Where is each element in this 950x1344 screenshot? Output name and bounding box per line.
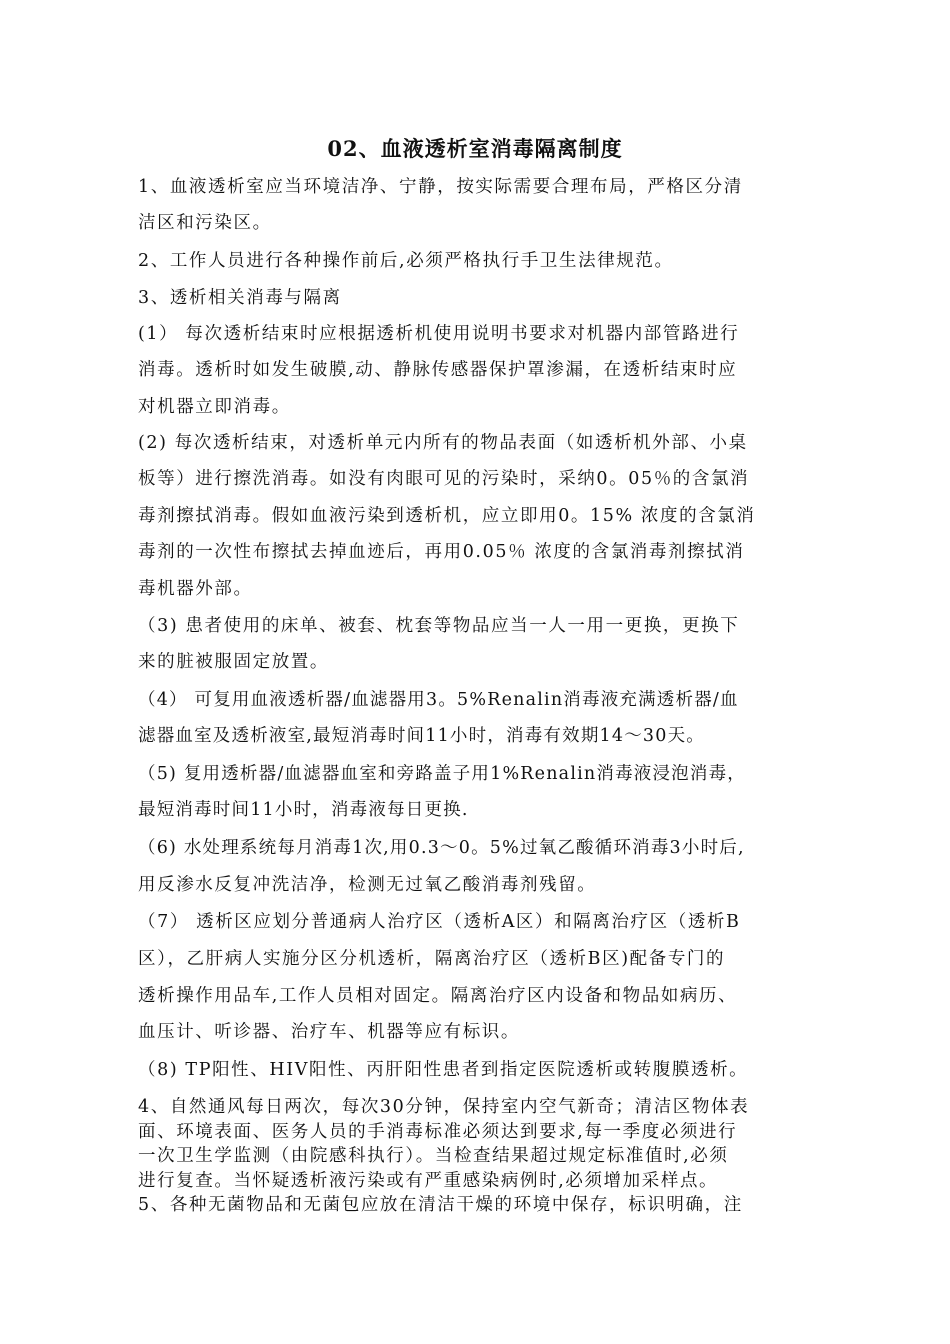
text-line: (1） 每次透析结束时应根据透析机使用说明书要求对机器内部管路进行 [138, 324, 740, 344]
text-line: （7） 透析区应划分普通病人治疗区（透析A区）和隔离治疗区（透析B [138, 912, 741, 932]
text-line: 毒剂擦拭消毒。假如血液污染到透析机，应立即用0。15% 浓度的含氯消 [138, 506, 756, 526]
text-line: （3) 患者使用的床单、被套、枕套等物品应当一人一用一更换，更换下 [138, 616, 740, 636]
text-line: 最短消毒时间11小时，消毒液每日更换. [138, 800, 469, 820]
text-line: 透析操作用品车,工作人员相对固定。隔离治疗区内设备和物品如病历、 [138, 986, 738, 1006]
text-line: 来的脏被服固定放置。 [138, 652, 329, 672]
text-line: 进行复查。当怀疑透析液污染或有严重感染病例时,必须增加采样点。 [138, 1171, 719, 1191]
text-line: 板等）进行擦洗消毒。如没有肉眼可见的污染时，采纳0。05％的含氯消 [138, 469, 750, 489]
text-line: 洁区和污染区。 [138, 213, 272, 233]
text-line: （4） 可复用血液透析器/血滤器用3。5%Renalin消毒液充满透析器/血 [138, 690, 739, 710]
text-line: 1、血液透析室应当环境洁净、宁静，按实际需要合理布局，严格区分清 [138, 177, 743, 197]
text-line: 毒机器外部。 [138, 579, 253, 599]
text-line: 对机器立即消毒。 [138, 397, 291, 417]
text-line: 毒剂的一次性布擦拭去掉血迹后，再用0.05％ 浓度的含氯消毒剂擦拭消 [138, 542, 745, 562]
text-line: 3、透析相关消毒与隔离 [138, 288, 342, 308]
text-line: 消毒。透析时如发生破膜,动、静脉传感器保护罩渗漏，在透析结束时应 [138, 360, 738, 380]
text-line: 血压计、听诊器、治疗车、机器等应有标识。 [138, 1022, 520, 1042]
text-line: 滤器血室及透析液室,最短消毒时间11小时，消毒有效期14～30天。 [138, 726, 705, 746]
text-line: （6) 水处理系统每月消毒1次,用0.3～0。5%过氧乙酸循环消毒3小时后, [138, 838, 745, 858]
text-line: 区），乙肝病人实施分区分机透析，隔离治疗区（透析B区)配备专门的 [138, 949, 726, 969]
text-line: 4、自然通风每日两次，每次30分钟，保持室内空气新奇；清洁区物体表 [138, 1097, 750, 1117]
text-line: 用反渗水反复冲洗洁净，检测无过氧乙酸消毒剂残留。 [138, 875, 597, 895]
text-line: (2) 每次透析结束，对透析单元内所有的物品表面（如透析机外部、小桌 [138, 433, 748, 453]
text-line: 5、各种无菌物品和无菌包应放在清洁干燥的环境中保存，标识明确，注 [138, 1195, 743, 1215]
text-line: （8) TP阳性、HIV阳性、丙肝阳性患者到指定医院透析或转腹膜透析。 [138, 1060, 749, 1080]
text-line: 面、环境表面、医务人员的手消毒标准必须达到要求,每一季度必须进行 [138, 1122, 738, 1142]
text-line: （5) 复用透析器/血滤器血室和旁路盖子用1%Renalin消毒液浸泡消毒， [138, 764, 746, 784]
text-line: 2、工作人员进行各种操作前后,必须严格执行手卫生法律规范。 [138, 251, 674, 271]
page-title: 02、血液透析室消毒隔离制度 [327, 136, 623, 161]
text-line: 一次卫生学监测（由院感科执行）。当检查结果超过规定标准值时,必须 [138, 1146, 729, 1166]
